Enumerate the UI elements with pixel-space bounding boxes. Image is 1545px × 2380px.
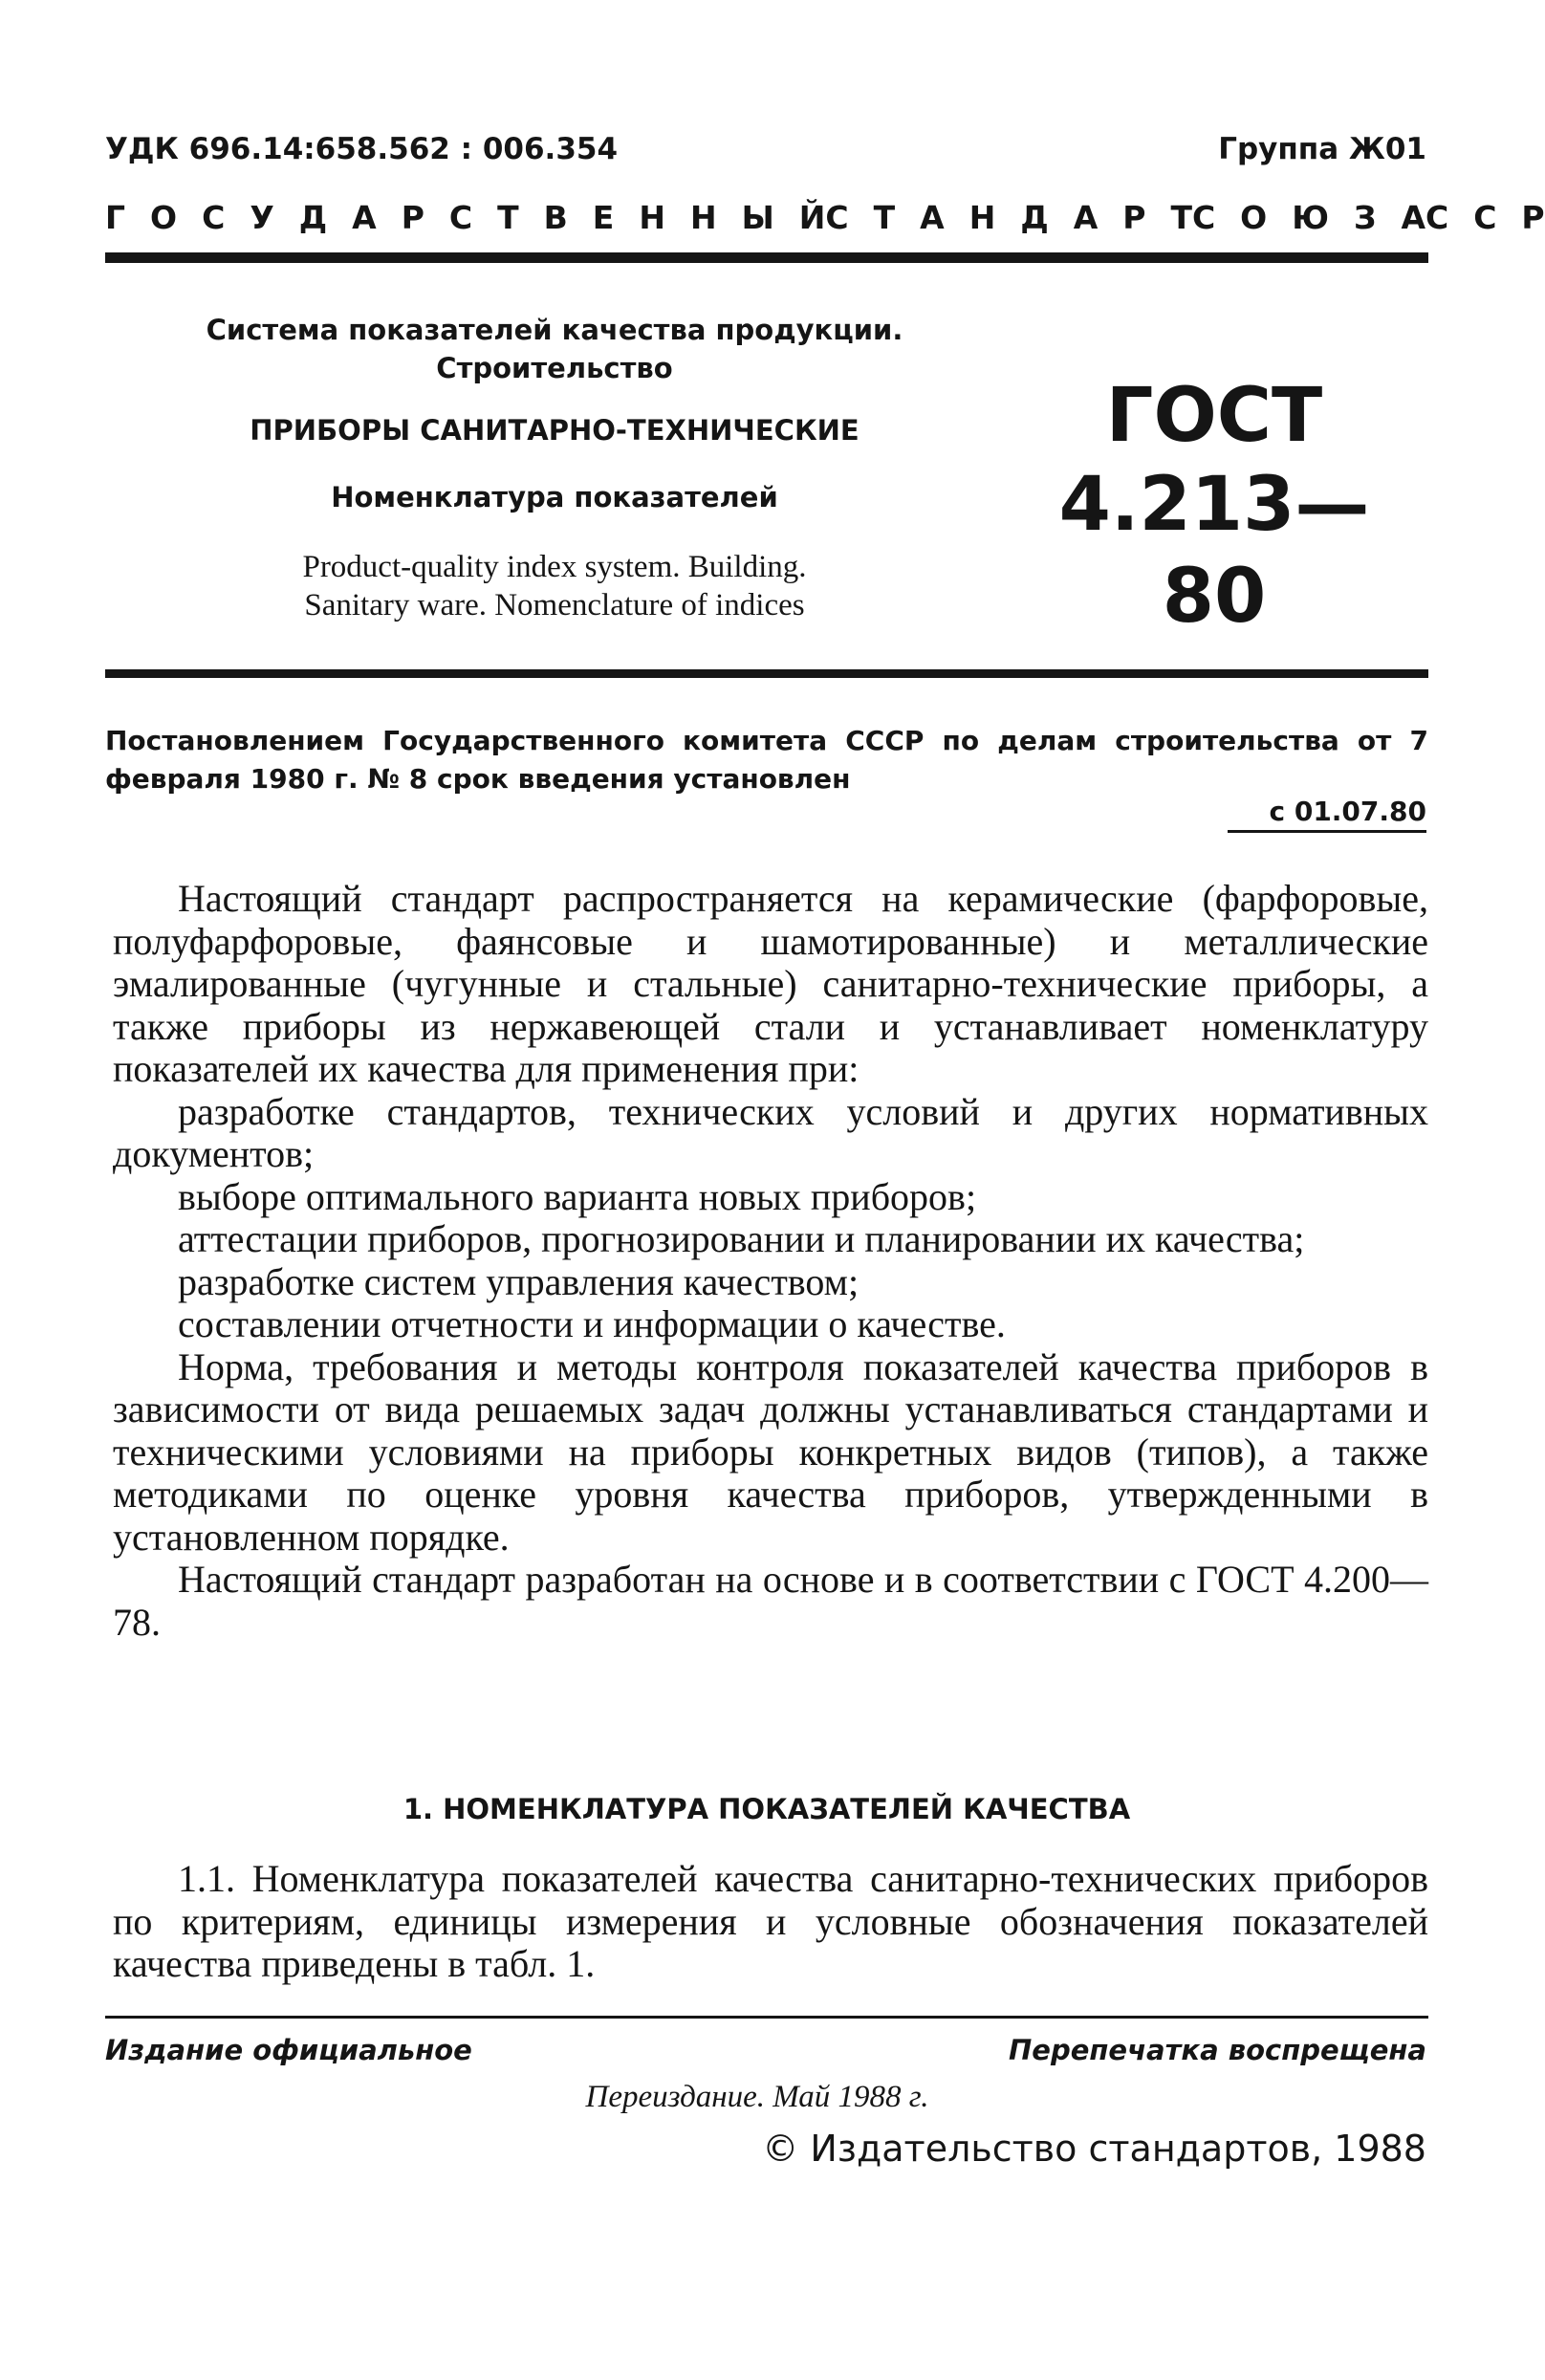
effective-date-underline [1228, 830, 1426, 833]
english-title-line-2: Sanitary ware. Nomenclature of indices [304, 588, 805, 622]
body-paragraph: Настоящий стандарт распространяется на керамические (фарфоровые, полуфарфоровые, фаянсовые и шамотированные) и металлические эмалированные (чугунные и стальные) санитарно-технические приборы, а также приборы из нержавеющей стали и устанавливает номенклатуру показателей их качества для применения при: [113, 877, 1428, 1090]
official-edition-label: Издание официальное [105, 2034, 472, 2066]
system-title-line-1: Система показателей качества продукции. [206, 314, 903, 346]
section-text [113, 1858, 1428, 1986]
state-standard-word: С Т А Н Д А Р Т [825, 199, 1192, 236]
reissue-note: Переиздание. Май 1988 г. [585, 2080, 929, 2114]
gost-designation [1033, 373, 1396, 643]
publisher-copyright: © Издательство стандартов, 1988 [762, 2128, 1426, 2170]
english-title [172, 548, 937, 624]
body-paragraph: разработке систем управления качеством; [178, 1259, 860, 1303]
product-title: ПРИБОРЫ САНИТАРНО-ТЕХНИЧЕСКИЕ [250, 414, 860, 447]
bottom-rule [105, 2016, 1428, 2019]
body-paragraph: Норма, требования и методы контроля показателей качества приборов в зависимости от вида решаемых задач должны устанавливаться стандартами и техническими условиями на приборы конкретных видов (типов), а также методиками по оценке уровня качества приборов, утвержденными в установленном порядке. [113, 1344, 1428, 1559]
body-paragraph: аттестации приборов, прогнозировании и планировании их качества; [178, 1217, 1305, 1260]
english-title-line-1: Product-quality index system. Building. [302, 550, 807, 584]
body-paragraph: Настоящий стандарт разработан на основе и в соответствии с ГОСТ 4.200—78. [113, 1558, 1428, 1644]
state-standard-word: Г О С У Д А Р С Т В Е Н Н Ы Й [105, 199, 826, 236]
gost-number: 4.213—80 [1058, 462, 1370, 640]
body-paragraph: разработке стандартов, технических условий и других нормативных документов; [113, 1089, 1428, 1175]
system-title [172, 311, 937, 387]
reprint-prohibited-label: Перепечатка воспрещена [1009, 2034, 1426, 2066]
system-title-line-2: Строительство [436, 352, 673, 384]
document-subtitle: Номенклатура показателей [331, 481, 778, 513]
group-code: Группа Ж01 [1218, 132, 1426, 166]
body-text [113, 878, 1428, 1644]
state-standard-word: С С Р [1425, 199, 1545, 236]
effective-date: с 01.07.80 [1269, 796, 1426, 827]
body-paragraph: выборе оптимального варианта новых приборов; [178, 1174, 977, 1218]
gost-label: ГОСТ [1105, 373, 1323, 459]
state-standard-banner [105, 199, 1545, 236]
section-heading: 1. НОМЕНКЛАТУРА ПОКАЗАТЕЛЕЙ КАЧЕСТВА [403, 1793, 1131, 1825]
decree-text: Постановлением Государственного комитета СССР по делам строительства от 7 февраля 1980 г. № 8 срок введения установлен [105, 725, 1428, 795]
top-rule [105, 252, 1428, 263]
section-paragraph: 1.1. Номенклатура показателей качества санитарно-технических приборов по критериям, единицы измерения и условные обозначения показателей качества приведены в табл. 1. [113, 1857, 1428, 1985]
middle-rule [105, 669, 1428, 678]
state-standard-word: С О Ю З А [1191, 199, 1425, 236]
udk-code: УДК 696.14:658.562 : 006.354 [105, 132, 619, 166]
body-paragraph: составлении отчетности и информации о качестве. [178, 1302, 1006, 1345]
